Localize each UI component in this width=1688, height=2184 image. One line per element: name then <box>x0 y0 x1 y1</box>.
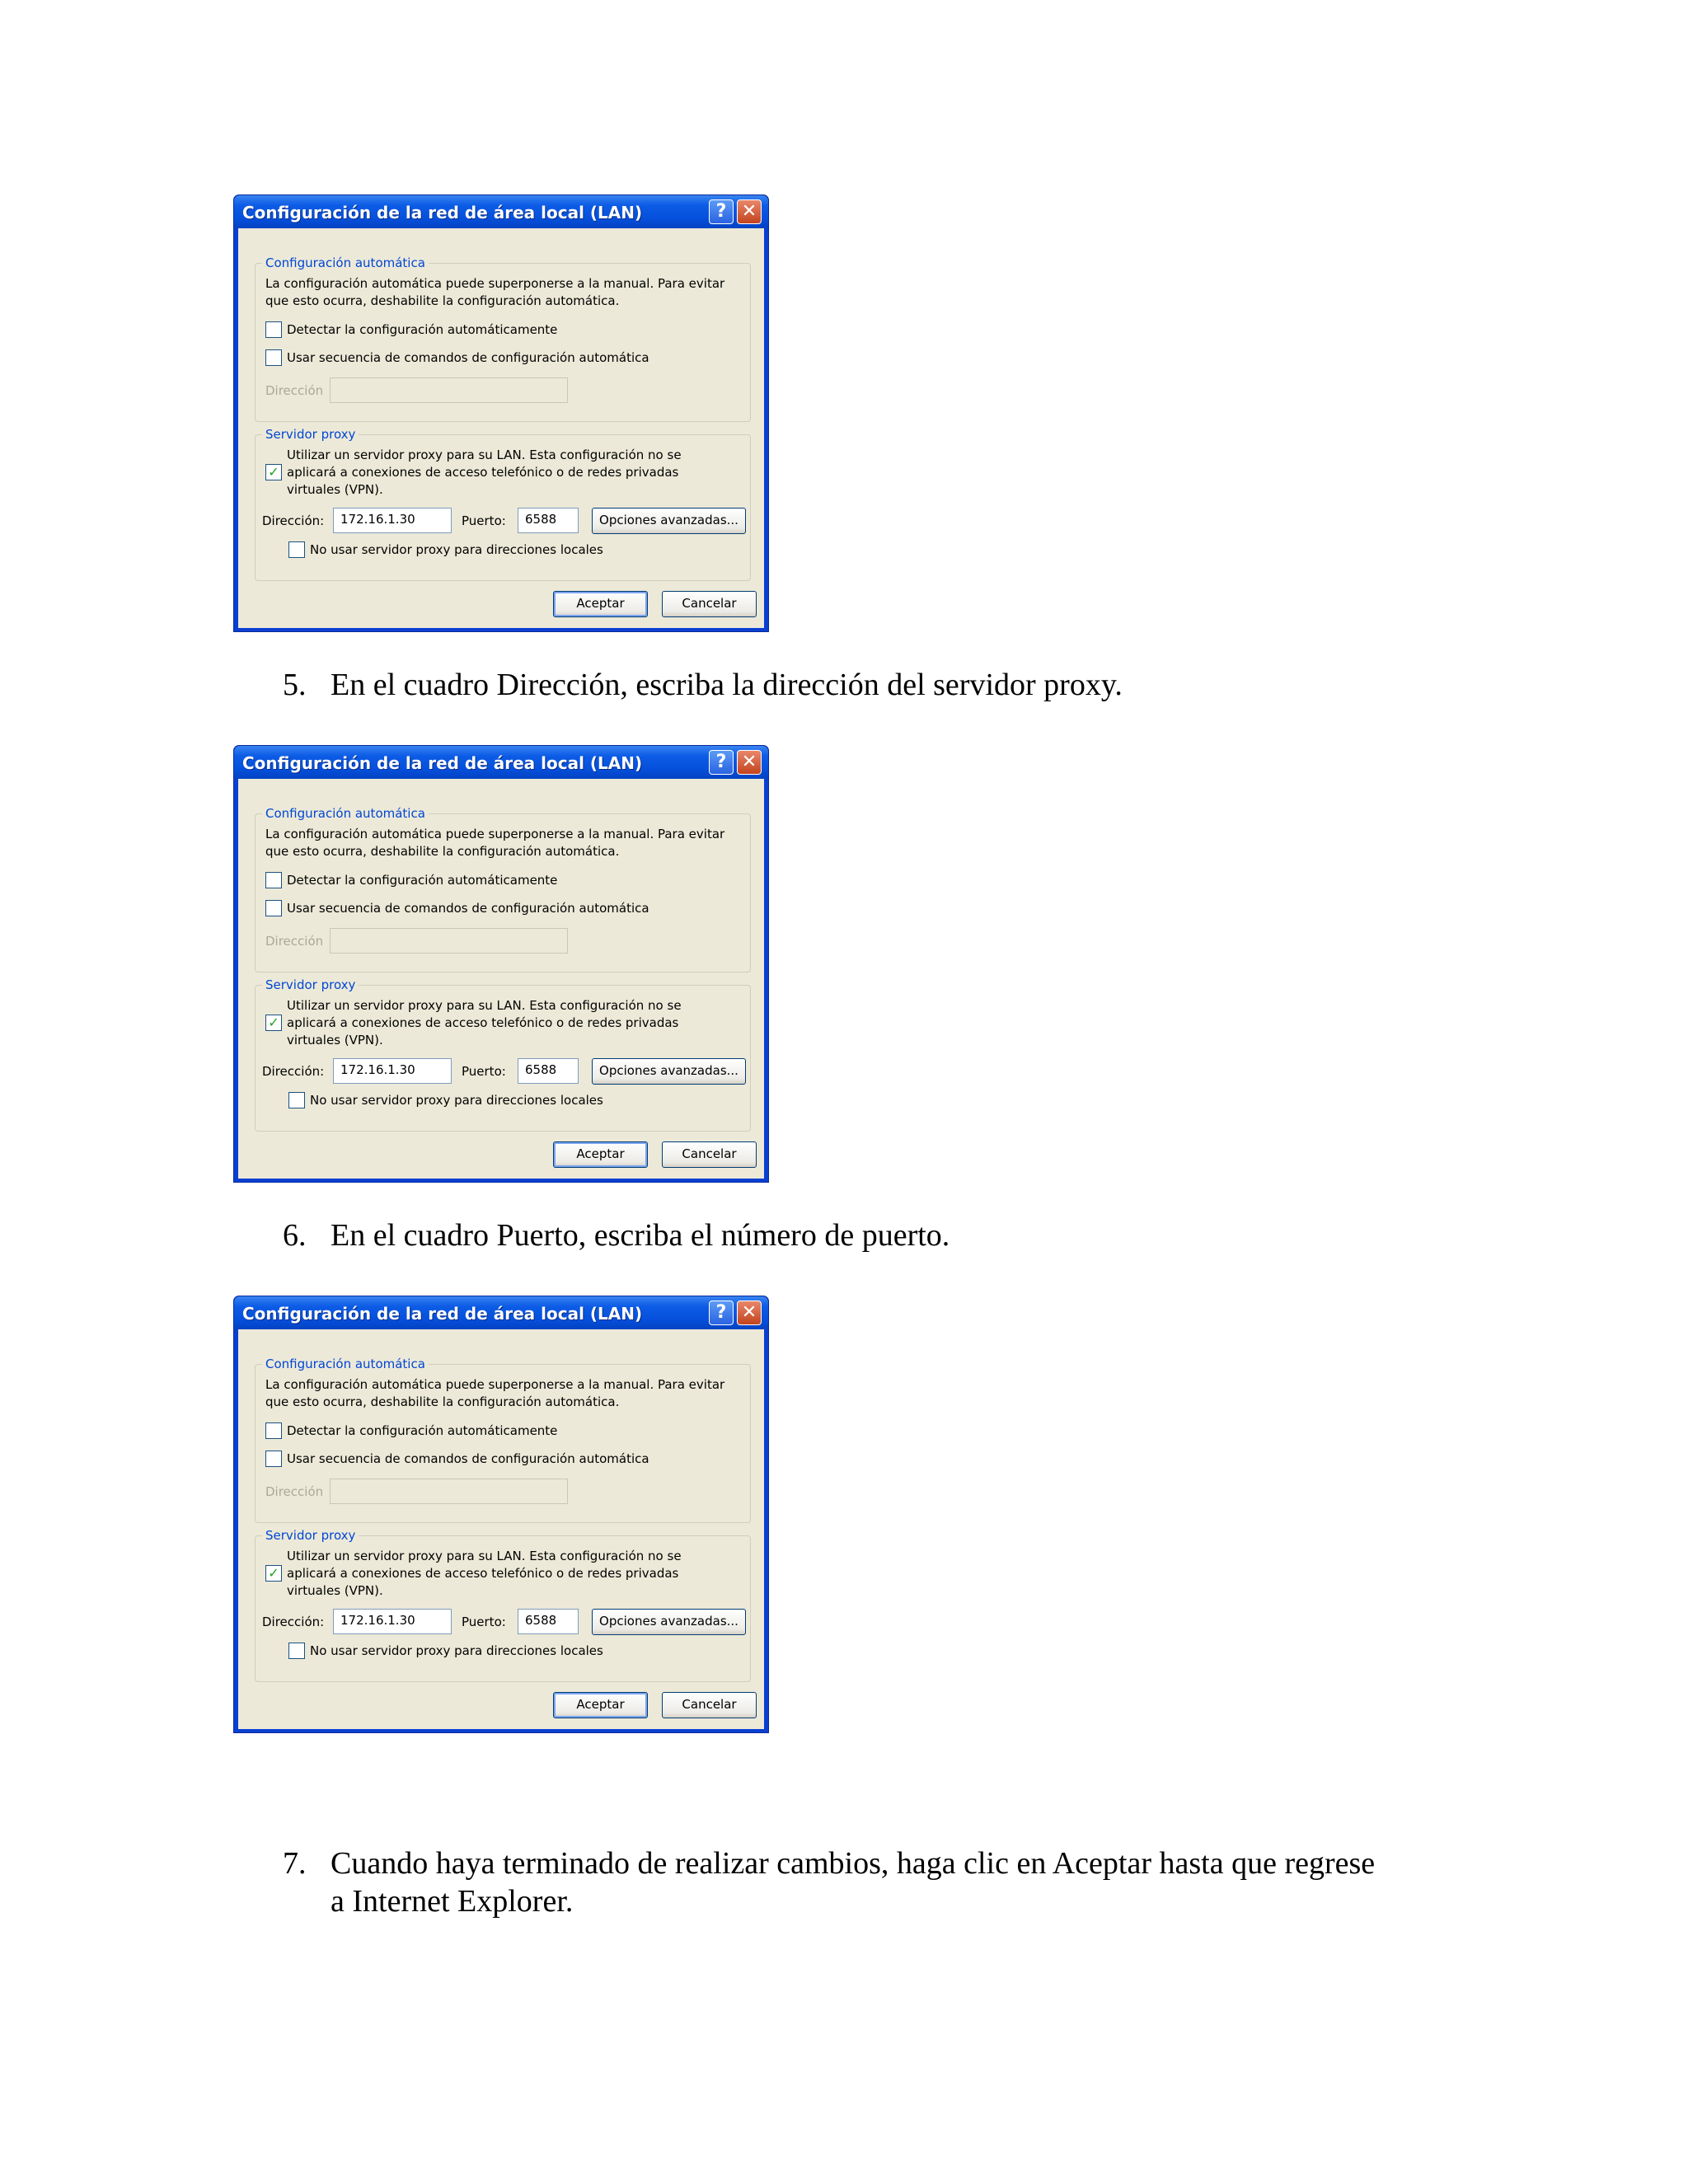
title-bar <box>234 195 768 228</box>
lan-settings-dialog <box>233 745 769 1183</box>
proxy-server-group-title: Servidor proxy <box>262 977 359 992</box>
auto-config-description-line1: La configuración automática puede superponerse a la manual. Para evitar <box>265 827 725 841</box>
use-proxy-checkbox[interactable] <box>265 464 282 480</box>
proxy-address-input[interactable]: 172.16.1.30 <box>333 1609 452 1634</box>
use-proxy-checkbox[interactable] <box>265 1015 282 1031</box>
advanced-options-button[interactable]: Opciones avanzadas... <box>592 1058 746 1085</box>
proxy-address-input[interactable]: 172.16.1.30 <box>333 1058 452 1084</box>
dialog-body <box>238 228 764 628</box>
bypass-local-label[interactable]: No usar servidor proxy para direcciones locales <box>310 542 603 557</box>
use-proxy-label-line2[interactable]: aplicará a conexiones de acceso telefónico o de redes privadas <box>287 465 679 480</box>
checkmark-icon: ✓ <box>268 464 279 480</box>
step-7 <box>283 1844 1503 1924</box>
auto-config-description-line2: que esto ocurra, deshabilite la configuración automática. <box>265 844 620 859</box>
ok-button[interactable]: Aceptar <box>553 591 648 617</box>
ok-button[interactable]: Aceptar <box>553 1141 648 1168</box>
auto-config-description-line2: que esto ocurra, deshabilite la configuración automática. <box>265 1394 620 1409</box>
use-proxy-checkbox[interactable] <box>265 1565 282 1582</box>
proxy-address-input[interactable]: 172.16.1.30 <box>333 508 452 533</box>
dialog-body <box>238 779 764 1179</box>
step-5-number: 5. <box>283 668 307 702</box>
auto-script-address-field[interactable] <box>330 377 568 403</box>
auto-script-address-field[interactable] <box>330 928 568 954</box>
auto-script-address-field[interactable] <box>330 1479 568 1504</box>
bypass-local-label[interactable]: No usar servidor proxy para direcciones locales <box>310 1093 603 1108</box>
step-6-text: En el cuadro Puerto, escriba el número de puerto. <box>331 1218 950 1253</box>
close-icon: ✕ <box>741 1302 757 1323</box>
proxy-port-label: Puerto: <box>462 1615 506 1629</box>
proxy-server-group-title: Servidor proxy <box>262 427 359 442</box>
auto-script-address-label: Dirección <box>265 1484 324 1499</box>
detect-settings-checkbox[interactable] <box>265 321 282 338</box>
proxy-port-label: Puerto: <box>462 513 506 528</box>
step-5 <box>283 666 1503 707</box>
cancel-button[interactable]: Cancelar <box>662 1141 757 1168</box>
close-icon: ✕ <box>741 752 757 772</box>
dialog-title: Configuración de la red de área local (LAN) <box>242 1304 643 1324</box>
proxy-server-group <box>255 427 751 581</box>
help-icon: ? <box>715 1302 727 1323</box>
proxy-server-group-title: Servidor proxy <box>262 1528 359 1543</box>
checkmark-icon: ✓ <box>268 1565 279 1581</box>
close-button[interactable] <box>737 1301 762 1325</box>
help-icon: ? <box>715 201 727 222</box>
step-7-text-line1: Cuando haya terminado de realizar cambios, haga clic en Aceptar hasta que regrese <box>331 1846 1376 1881</box>
cancel-button[interactable]: Cancelar <box>662 1692 757 1718</box>
auto-config-group-title: Configuración automática <box>262 255 429 270</box>
auto-config-description-line1: La configuración automática puede superponerse a la manual. Para evitar <box>265 1377 725 1392</box>
step-7-text-line2: a Internet Explorer. <box>331 1884 574 1919</box>
proxy-server-group <box>255 1528 751 1682</box>
close-icon: ✕ <box>741 201 757 222</box>
auto-config-group <box>255 255 751 422</box>
step-5-text: En el cuadro Dirección, escriba la dirección del servidor proxy. <box>331 668 1123 702</box>
dialog-title: Configuración de la red de área local (LAN) <box>242 753 643 773</box>
step-7-number: 7. <box>283 1846 307 1881</box>
auto-config-group <box>255 806 751 972</box>
step-6 <box>283 1216 1503 1258</box>
use-proxy-label-line1[interactable]: Utilizar un servidor proxy para su LAN. Esta configuración no se <box>287 448 682 462</box>
auto-config-group <box>255 1357 751 1523</box>
auto-script-label[interactable]: Usar secuencia de comandos de configuración automática <box>287 901 649 916</box>
cancel-button[interactable]: Cancelar <box>662 591 757 617</box>
help-button[interactable] <box>709 750 734 775</box>
proxy-port-input[interactable]: 6588 <box>518 1609 579 1634</box>
auto-config-description-line2: que esto ocurra, deshabilite la configuración automática. <box>265 293 620 308</box>
auto-script-checkbox[interactable] <box>265 349 282 366</box>
detect-settings-label[interactable]: Detectar la configuración automáticamente <box>287 1423 558 1438</box>
lan-settings-dialog <box>233 194 769 632</box>
detect-settings-label[interactable]: Detectar la configuración automáticamente <box>287 873 558 888</box>
auto-script-label[interactable]: Usar secuencia de comandos de configuración automática <box>287 350 649 365</box>
proxy-address-label: Dirección: <box>262 1615 325 1629</box>
auto-config-description-line1: La configuración automática puede superponerse a la manual. Para evitar <box>265 276 725 291</box>
title-bar <box>234 1296 768 1329</box>
bypass-local-checkbox[interactable] <box>288 541 305 558</box>
detect-settings-label[interactable]: Detectar la configuración automáticamente <box>287 322 558 337</box>
title-bar <box>234 746 768 779</box>
help-button[interactable] <box>709 199 734 224</box>
use-proxy-label-line3[interactable]: virtuales (VPN). <box>287 1583 383 1598</box>
close-button[interactable] <box>737 199 762 224</box>
auto-config-group-title: Configuración automática <box>262 806 429 821</box>
ok-button[interactable]: Aceptar <box>553 1692 648 1718</box>
advanced-options-button[interactable]: Opciones avanzadas... <box>592 1609 746 1635</box>
detect-settings-checkbox[interactable] <box>265 1422 282 1439</box>
dialog-body <box>238 1329 764 1729</box>
use-proxy-label-line2[interactable]: aplicará a conexiones de acceso telefónico o de redes privadas <box>287 1015 679 1030</box>
bypass-local-label[interactable]: No usar servidor proxy para direcciones locales <box>310 1643 603 1658</box>
help-button[interactable] <box>709 1301 734 1325</box>
auto-script-address-label: Dirección <box>265 934 324 949</box>
auto-script-address-label: Dirección <box>265 383 324 398</box>
proxy-port-input[interactable]: 6588 <box>518 508 579 533</box>
bypass-local-checkbox[interactable] <box>288 1092 305 1108</box>
checkmark-icon: ✓ <box>268 1015 279 1030</box>
step-6-number: 6. <box>283 1218 307 1253</box>
use-proxy-label-line2[interactable]: aplicará a conexiones de acceso telefónico o de redes privadas <box>287 1566 679 1581</box>
auto-script-checkbox[interactable] <box>265 1451 282 1467</box>
use-proxy-label-line3[interactable]: virtuales (VPN). <box>287 482 383 497</box>
proxy-address-label: Dirección: <box>262 513 325 528</box>
use-proxy-label-line3[interactable]: virtuales (VPN). <box>287 1033 383 1047</box>
dialog-title: Configuración de la red de área local (LAN) <box>242 203 643 223</box>
advanced-options-button[interactable]: Opciones avanzadas... <box>592 508 746 534</box>
proxy-server-group <box>255 977 751 1132</box>
help-icon: ? <box>715 752 727 772</box>
use-proxy-label-line1[interactable]: Utilizar un servidor proxy para su LAN. Esta configuración no se <box>287 1549 682 1563</box>
auto-script-label[interactable]: Usar secuencia de comandos de configuración automática <box>287 1451 649 1466</box>
auto-config-group-title: Configuración automática <box>262 1357 429 1371</box>
close-button[interactable] <box>737 750 762 775</box>
bypass-local-checkbox[interactable] <box>288 1643 305 1659</box>
proxy-port-input[interactable]: 6588 <box>518 1058 579 1084</box>
proxy-port-label: Puerto: <box>462 1064 506 1079</box>
auto-script-checkbox[interactable] <box>265 900 282 916</box>
proxy-address-label: Dirección: <box>262 1064 325 1079</box>
use-proxy-label-line1[interactable]: Utilizar un servidor proxy para su LAN. Esta configuración no se <box>287 998 682 1013</box>
lan-settings-dialog <box>233 1296 769 1733</box>
detect-settings-checkbox[interactable] <box>265 872 282 888</box>
